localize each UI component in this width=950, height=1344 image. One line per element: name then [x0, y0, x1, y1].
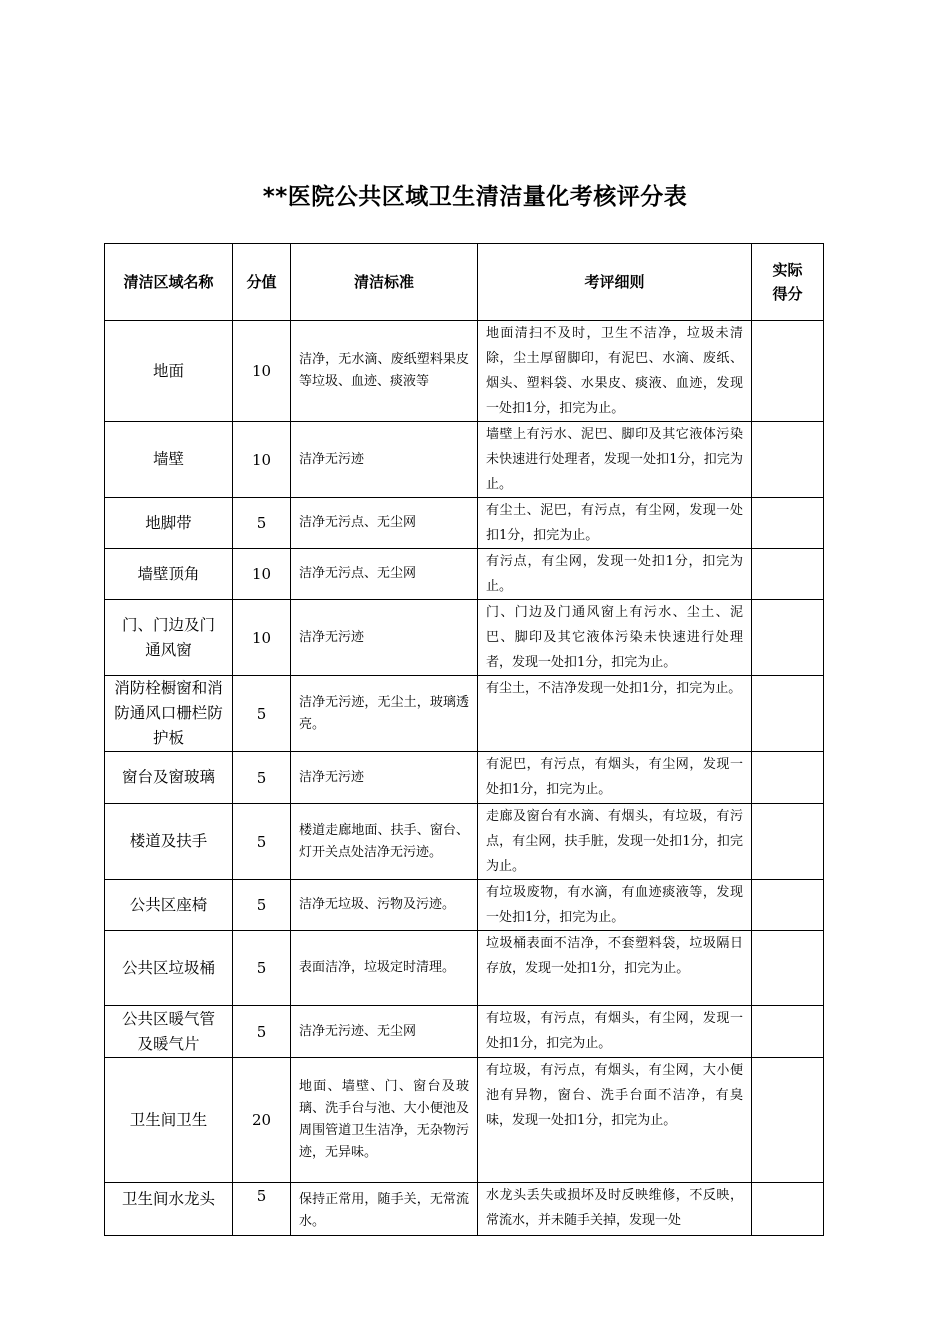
- row-standard: 洁净无污迹: [291, 600, 478, 676]
- header-area: 清洁区域名称: [105, 244, 233, 321]
- row-area: 卫生间水龙头: [105, 1183, 233, 1236]
- row-rule: 墙壁上有污水、泥巴、脚印及其它液体污染未快速进行处理者，发现一处扣1分，扣完为止。: [478, 422, 752, 498]
- row-rule: 垃圾桶表面不洁净，不套塑料袋，垃圾隔日存放，发现一处扣1分，扣完为止。: [478, 931, 752, 1006]
- table-row: [105, 549, 824, 600]
- row-actual-score[interactable]: [752, 422, 824, 498]
- row-score: 20: [233, 1058, 291, 1183]
- row-area: 消防栓橱窗和消防通风口栅栏防护板: [105, 676, 233, 752]
- row-score: 10: [233, 549, 291, 600]
- row-area: 公共区垃圾桶: [105, 931, 233, 1006]
- table-row: [105, 752, 824, 804]
- header-score: 分值: [233, 244, 291, 321]
- row-area: 门、门边及门通风窗: [105, 600, 233, 676]
- table-row: [105, 931, 824, 1006]
- row-standard: 洁净无污迹，无尘土，玻璃透亮。: [291, 676, 478, 752]
- row-score: 10: [233, 600, 291, 676]
- row-score: 5: [233, 498, 291, 549]
- row-standard: 表面洁净，垃圾定时清理。: [291, 931, 478, 1006]
- row-actual-score[interactable]: [752, 1183, 824, 1236]
- row-actual-score[interactable]: [752, 931, 824, 1006]
- row-actual-score[interactable]: [752, 549, 824, 600]
- table-row: [105, 321, 824, 422]
- row-score: 5: [233, 880, 291, 931]
- table-row: [105, 804, 824, 880]
- row-standard: 洁净无污迹、无尘网: [291, 1006, 478, 1058]
- row-rule: 有垃圾，有污点，有烟头，有尘网，大小便池有异物，窗台、洗手台面不洁净，有臭味，发现一处扣1分，扣完为止。: [478, 1058, 752, 1183]
- row-rule: 有尘土，不洁净发现一处扣1分，扣完为止。: [478, 676, 752, 752]
- row-score: 5: [233, 676, 291, 752]
- table-row: [105, 676, 824, 752]
- row-rule: 门、门边及门通风窗上有污水、尘土、泥巴、脚印及其它液体污染未快速进行处理者，发现一处扣1分，扣完为止。: [478, 600, 752, 676]
- row-area: 公共区暖气管及暖气片: [105, 1006, 233, 1058]
- row-score: 5: [233, 804, 291, 880]
- header-standard: 清洁标准: [291, 244, 478, 321]
- row-rule: 有垃圾，有污点，有烟头，有尘网，发现一处扣1分，扣完为止。: [478, 1006, 752, 1058]
- row-rule: 水龙头丢失或损坏及时反映维修，不反映，常流水，并未随手关掉，发现一处: [478, 1183, 752, 1236]
- row-rule: 走廊及窗台有水滴、有烟头，有垃圾，有污点，有尘网，扶手脏，发现一处扣1分，扣完为止。: [478, 804, 752, 880]
- table-header-row: [105, 244, 824, 321]
- row-actual-score[interactable]: [752, 804, 824, 880]
- table-row: [105, 1183, 824, 1236]
- row-area: 墙壁顶角: [105, 549, 233, 600]
- table-row: [105, 880, 824, 931]
- row-area: 墙壁: [105, 422, 233, 498]
- header-rule: 考评细则: [478, 244, 752, 321]
- row-rule: 地面清扫不及时，卫生不洁净，垃圾未清除，尘土厚留脚印，有泥巴、水滴、废纸、烟头、塑料袋、水果皮、痰液、血迹，发现一处扣1分，扣完为止。: [478, 321, 752, 422]
- row-actual-score[interactable]: [752, 321, 824, 422]
- row-area: 窗台及窗玻璃: [105, 752, 233, 804]
- row-standard: 洁净无污迹: [291, 752, 478, 804]
- row-area: 公共区座椅: [105, 880, 233, 931]
- table-row: [105, 422, 824, 498]
- row-standard: 洁净无污点、无尘网: [291, 549, 478, 600]
- row-score: 5: [233, 931, 291, 1006]
- row-area: 地面: [105, 321, 233, 422]
- row-standard: 洁净无污迹: [291, 422, 478, 498]
- row-actual-score[interactable]: [752, 1058, 824, 1183]
- row-area: 卫生间卫生: [105, 1058, 233, 1183]
- row-area: 楼道及扶手: [105, 804, 233, 880]
- table-row: [105, 1058, 824, 1183]
- row-actual-score[interactable]: [752, 676, 824, 752]
- row-score: 5: [233, 752, 291, 804]
- score-table: [104, 243, 824, 1236]
- row-rule: 有污点，有尘网，发现一处扣1分，扣完为止。: [478, 549, 752, 600]
- header-actual-line1: 实际: [772, 261, 803, 279]
- row-standard: 地面、墙壁、门、窗台及玻璃、洗手台与池、大小便池及周围管道卫生洁净，无杂物污迹，无异味。: [291, 1058, 478, 1183]
- row-score: 10: [233, 321, 291, 422]
- row-actual-score[interactable]: [752, 752, 824, 804]
- header-actual: [752, 244, 824, 321]
- row-standard: 楼道走廊地面、扶手、窗台、灯开关点处洁净无污迹。: [291, 804, 478, 880]
- row-standard: 洁净无污点、无尘网: [291, 498, 478, 549]
- header-actual-line2: 得分: [772, 285, 803, 303]
- page-title: **医院公共区域卫生清洁量化考核评分表: [262, 184, 688, 210]
- row-rule: 有尘土、泥巴，有污点，有尘网，发现一处扣1分，扣完为止。: [478, 498, 752, 549]
- row-score: 5: [233, 1006, 291, 1058]
- row-standard: 保持正常用，随手关，无常流水。: [291, 1183, 478, 1236]
- row-standard: 洁净无垃圾、污物及污迹。: [291, 880, 478, 931]
- table-row: [105, 1006, 824, 1058]
- row-actual-score[interactable]: [752, 880, 824, 931]
- row-actual-score[interactable]: [752, 1006, 824, 1058]
- row-rule: 有泥巴，有污点，有烟头，有尘网，发现一处扣1分，扣完为止。: [478, 752, 752, 804]
- row-rule: 有垃圾废物，有水滴，有血迹痰液等，发现一处扣1分，扣完为止。: [478, 880, 752, 931]
- row-area: 地脚带: [105, 498, 233, 549]
- row-score: 10: [233, 422, 291, 498]
- row-standard: 洁净，无水滴、废纸塑料果皮等垃圾、血迹、痰液等: [291, 321, 478, 422]
- table-row: [105, 498, 824, 549]
- table-row: [105, 600, 824, 676]
- row-score: 5: [233, 1183, 291, 1236]
- row-actual-score[interactable]: [752, 600, 824, 676]
- row-actual-score[interactable]: [752, 498, 824, 549]
